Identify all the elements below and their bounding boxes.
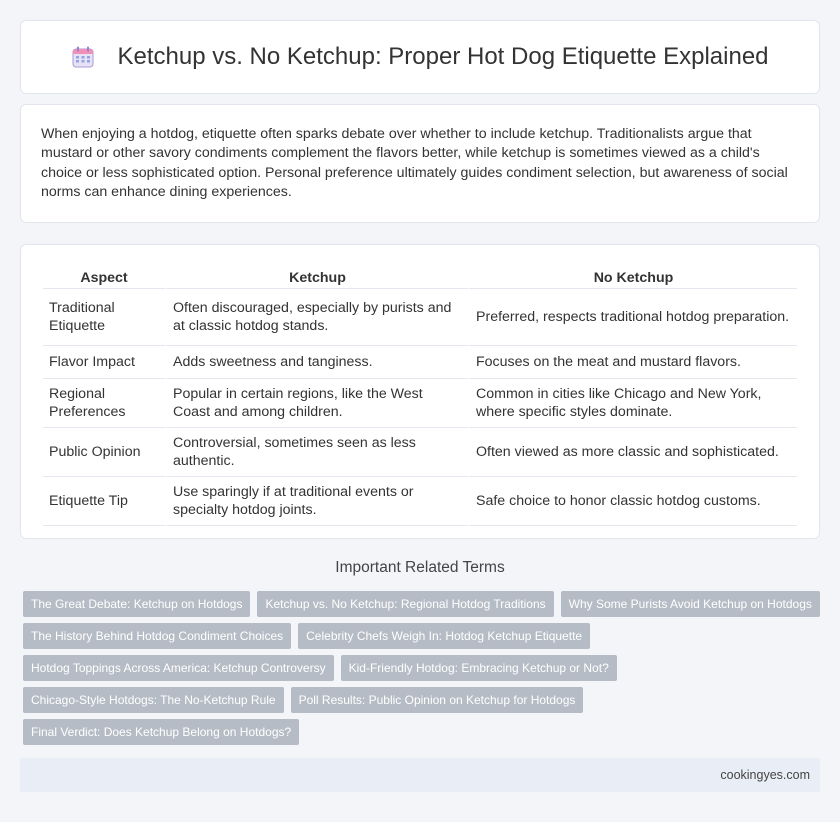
page-title: Ketchup vs. No Ketchup: Proper Hot Dog Etiquette Explained <box>117 43 769 70</box>
cell-ketchup: Adds sweetness and tanginess. <box>165 346 468 379</box>
related-term-tag[interactable]: Hotdog Toppings Across America: Ketchup Controversy <box>23 655 334 681</box>
related-term-tag[interactable]: The History Behind Hotdog Condiment Choices <box>23 623 291 649</box>
footer <box>20 758 820 792</box>
cell-no-ketchup: Preferred, respects traditional hotdog preparation. <box>468 289 797 346</box>
cell-aspect: Traditional Etiquette <box>43 289 165 346</box>
cell-aspect: Flavor Impact <box>43 346 165 379</box>
related-term-tag[interactable]: Poll Results: Public Opinion on Ketchup for Hotdogs <box>291 687 584 713</box>
footer-site-link[interactable]: cookingyes.com <box>720 768 810 782</box>
cell-aspect: Etiquette Tip <box>43 477 165 526</box>
cell-ketchup: Use sparingly if at traditional events or specialty hotdog joints. <box>165 477 468 526</box>
table-row <box>43 346 797 379</box>
table-header-row <box>43 265 797 289</box>
related-term-tag[interactable]: Chicago-Style Hotdogs: The No-Ketchup Rule <box>23 687 284 713</box>
table-row <box>43 428 797 477</box>
cell-no-ketchup: Focuses on the meat and mustard flavors. <box>468 346 797 379</box>
cell-ketchup: Often discouraged, especially by purists and at classic hotdog stands. <box>165 289 468 346</box>
header-card <box>20 20 820 94</box>
header-no-ketchup: No Ketchup <box>468 265 797 289</box>
related-term-tag[interactable]: Kid-Friendly Hotdog: Embracing Ketchup or Not? <box>341 655 617 681</box>
related-terms-title: Important Related Terms <box>335 559 505 576</box>
related-term-tag[interactable]: Celebrity Chefs Weigh In: Hotdog Ketchup Etiquette <box>298 623 590 649</box>
table-row <box>43 477 797 526</box>
related-term-tag[interactable]: Ketchup vs. No Ketchup: Regional Hotdog Traditions <box>257 591 553 617</box>
related-term-tag[interactable]: Why Some Purists Avoid Ketchup on Hotdogs <box>561 591 820 617</box>
calendar-icon <box>71 45 95 69</box>
cell-aspect: Public Opinion <box>43 428 165 477</box>
cell-no-ketchup: Common in cities like Chicago and New York, where specific styles dominate. <box>468 379 797 428</box>
cell-aspect: Regional Preferences <box>43 379 165 428</box>
cell-ketchup: Popular in certain regions, like the West Coast and among children. <box>165 379 468 428</box>
related-term-tag[interactable]: The Great Debate: Ketchup on Hotdogs <box>23 591 250 617</box>
related-term-tag[interactable]: Final Verdict: Does Ketchup Belong on Hotdogs? <box>23 719 299 745</box>
comparison-table-card <box>20 244 820 539</box>
table-row <box>43 289 797 346</box>
table-row <box>43 379 797 428</box>
intro-card <box>20 104 820 223</box>
cell-no-ketchup: Safe choice to honor classic hotdog customs. <box>468 477 797 526</box>
comparison-table <box>43 265 797 526</box>
header-aspect: Aspect <box>43 265 165 289</box>
header-ketchup: Ketchup <box>165 265 468 289</box>
intro-text: When enjoying a hotdog, etiquette often sparks debate over whether to include ketchup. Traditionalists argue that mustard or other savory condiments complement the flavors better, while ketchup is sometimes viewed as a child's choice or less sophisticated option. Personal preference ultimately guides condiment selection, but awareness of social norms can enhance dining experiences. <box>41 126 788 201</box>
cell-ketchup: Controversial, sometimes seen as less authentic. <box>165 428 468 477</box>
related-terms-list <box>23 591 823 751</box>
cell-no-ketchup: Often viewed as more classic and sophisticated. <box>468 428 797 477</box>
